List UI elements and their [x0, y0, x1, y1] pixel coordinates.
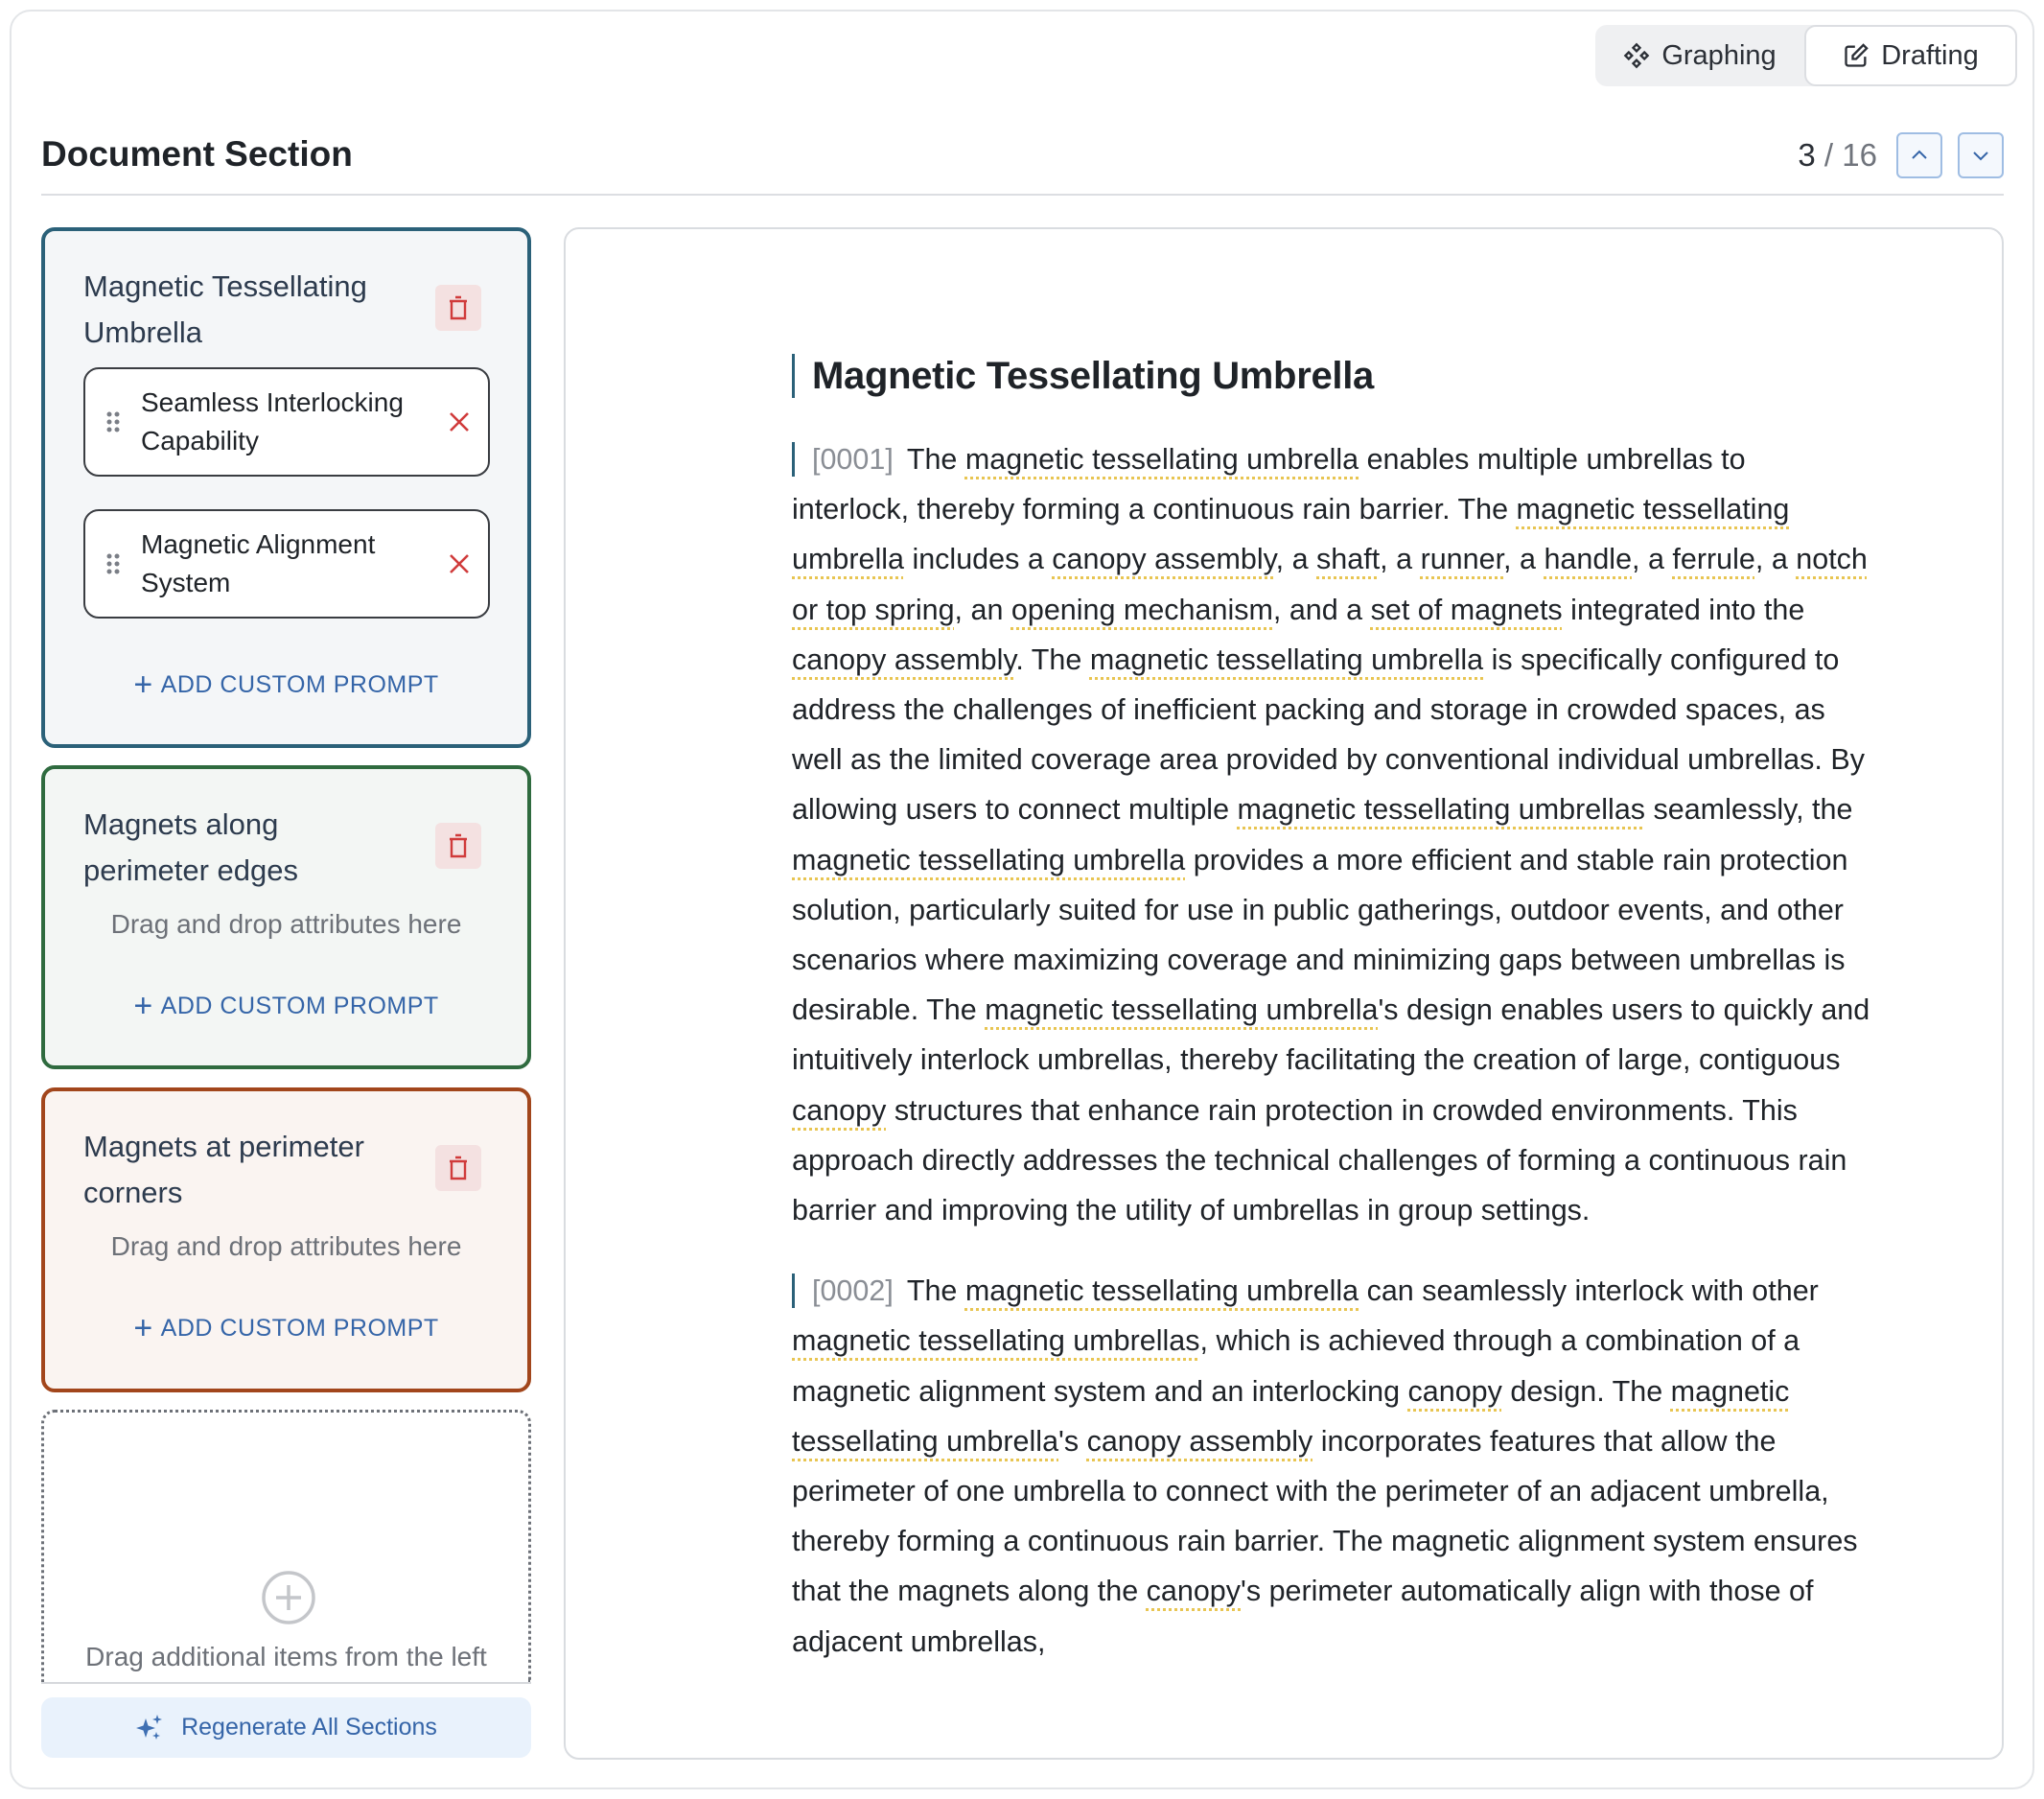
mode-toggle — [1595, 25, 2017, 86]
paragraph-text: incorporates features that allow the perimeter of one umbrella to connect with the perimeter of an adjacent umbrella, thereby forming a continuous rain barrier. The magnetic alignment system ensures that the magnets along the — [792, 1424, 1858, 1608]
total-sections: 16 — [1842, 137, 1877, 173]
document-paragraph — [792, 434, 1870, 1235]
paragraph-number: [0001] — [792, 442, 894, 477]
paragraph-text: , which is achieved through a combination of a magnetic alignment system and an interlocking — [792, 1324, 1800, 1408]
drag-handle-icon[interactable] — [85, 410, 141, 433]
glossary-term[interactable]: magnetic tessellating umbrella — [985, 993, 1379, 1027]
new-section-drop-zone[interactable] — [41, 1410, 531, 1683]
glossary-term[interactable]: runner — [1420, 543, 1504, 576]
glossary-term[interactable]: magnetic tessellating umbrellas — [1237, 793, 1646, 827]
paragraph-text: 's — [1058, 1424, 1087, 1458]
add-custom-prompt-button[interactable] — [45, 666, 527, 704]
close-icon — [449, 411, 470, 432]
section-counter — [1798, 137, 1877, 174]
paragraph-text: design. The — [1501, 1374, 1671, 1408]
plus-icon: + — [133, 1310, 153, 1346]
attribute-label: Magnetic Alignment System — [141, 529, 376, 597]
document-paragraph — [792, 1266, 1870, 1667]
paragraph-text: integrated into the — [1562, 593, 1805, 626]
glossary-term[interactable]: magnetic tessellating umbrella — [964, 443, 1359, 476]
graphing-tab[interactable] — [1595, 25, 1804, 86]
plus-icon: + — [133, 988, 153, 1024]
delete-section-button[interactable] — [435, 823, 481, 869]
paragraph-text: The — [906, 1274, 965, 1308]
paragraph-text: , a — [1503, 543, 1545, 576]
remove-attribute-button[interactable] — [430, 411, 488, 432]
edit-icon — [1843, 42, 1870, 69]
close-icon — [449, 553, 470, 574]
chevron-up-icon — [1908, 144, 1931, 167]
add-custom-prompt-label: ADD CUSTOM PROMPT — [160, 993, 439, 1019]
paragraph-text: The — [906, 443, 965, 476]
drop-zone-text: Drag additional items from the left — [85, 1642, 487, 1671]
add-custom-prompt-label: ADD CUSTOM PROMPT — [160, 1315, 439, 1342]
document-preview[interactable] — [564, 227, 2004, 1760]
plus-icon: + — [133, 666, 153, 703]
delete-section-button[interactable] — [435, 1145, 481, 1191]
paragraph-text: , a — [1632, 543, 1673, 576]
paragraph-text: 's design enables users to quickly and intuitively interlock umbrellas, thereby facilitating the creation of large, contiguous — [792, 993, 1870, 1077]
scroll-divider — [41, 1682, 531, 1684]
paragraph-text: , a — [1275, 543, 1317, 576]
header-divider — [41, 194, 2004, 196]
chevron-down-icon — [1969, 144, 1992, 167]
drop-hint: Drag and drop attributes here — [110, 1231, 462, 1261]
regenerate-all-button[interactable] — [41, 1697, 531, 1758]
trash-icon — [448, 295, 469, 320]
section-card[interactable] — [41, 1087, 531, 1392]
glossary-term[interactable]: canopy assembly — [1086, 1424, 1313, 1458]
graphing-label: Graphing — [1661, 39, 1777, 71]
delete-section-button[interactable] — [435, 285, 481, 331]
section-card-title: Magnets along perimeter edges — [83, 807, 299, 887]
glossary-term[interactable]: canopy — [792, 1093, 887, 1127]
glossary-term[interactable]: magnetic tessellating umbrella — [792, 1374, 1790, 1458]
paragraph-text: structures that enhance rain protection in crowded environments. This approach directly addresses the technical challenges of forming a continuous rain barrier and improving the utility of umbrellas in group settings. — [792, 1093, 1847, 1227]
counter-separator: / — [1815, 137, 1843, 173]
current-section: 3 — [1798, 137, 1816, 173]
glossary-term[interactable]: notch or top spring — [792, 543, 1868, 626]
paragraph-text: is specifically configured to address the challenges of inefficient packing and storage in crowded spaces, as well as the limited coverage area provided by conventional individual umbrellas. By allowing users to connect multiple — [792, 642, 1865, 827]
section-card-title: Magnets at perimeter corners — [83, 1130, 364, 1209]
trash-icon — [448, 833, 469, 858]
remove-attribute-button[interactable] — [430, 553, 488, 574]
attribute-chip[interactable] — [83, 367, 490, 477]
drop-hint: Drag and drop attributes here — [110, 909, 462, 939]
paragraph-text: , and a — [1272, 593, 1371, 626]
drafting-label: Drafting — [1881, 39, 1979, 71]
regenerate-label: Regenerate All Sections — [181, 1714, 437, 1741]
trash-icon — [448, 1156, 469, 1180]
paragraph-text: includes a — [903, 543, 1053, 576]
glossary-term[interactable]: canopy assembly — [792, 642, 1016, 676]
glossary-term[interactable]: magnetic tessellating umbrella — [964, 1274, 1359, 1308]
paragraph-text: can seamlessly interlock with other — [1359, 1274, 1819, 1308]
sparkles-icon — [135, 1714, 164, 1742]
page-title: Document Section — [41, 134, 353, 174]
glossary-term[interactable]: canopy assembly — [1052, 543, 1276, 576]
paragraph-text: 's perimeter automatically align with those of adjacent umbrellas, — [792, 1575, 1814, 1658]
glossary-term[interactable]: set of magnets — [1370, 593, 1563, 626]
add-custom-prompt-button[interactable] — [45, 988, 527, 1025]
glossary-term[interactable]: opening mechanism — [1010, 593, 1273, 626]
section-card[interactable] — [41, 227, 531, 748]
next-section-button[interactable] — [1958, 132, 2004, 178]
glossary-term[interactable]: ferrule — [1672, 543, 1755, 576]
paragraph-text: provides a more efficient and stable rain protection solution, particularly suited for use in public gatherings, outdoor events, and other scenarios where maximizing coverage and minimizing gaps between umbrellas is desirable. The — [792, 843, 1848, 1027]
add-custom-prompt-label: ADD CUSTOM PROMPT — [160, 671, 439, 698]
paragraph-text: seamlessly, the — [1645, 793, 1853, 827]
section-card-title: Magnetic Tessellating Umbrella — [83, 269, 367, 349]
glossary-term[interactable]: magnetic tessellating umbrella — [792, 843, 1186, 876]
add-custom-prompt-button[interactable] — [45, 1310, 527, 1347]
glossary-term[interactable]: canopy — [1146, 1575, 1242, 1608]
glossary-term[interactable]: shaft — [1316, 543, 1381, 576]
glossary-term[interactable]: magnetic tessellating umbrella — [792, 493, 1790, 576]
document-heading: Magnetic Tessellating Umbrella — [792, 354, 1870, 398]
paragraph-number: [0002] — [792, 1273, 894, 1308]
attribute-chip[interactable] — [83, 509, 490, 619]
glossary-term[interactable]: canopy — [1407, 1374, 1502, 1408]
graph-nodes-icon — [1623, 42, 1650, 69]
glossary-term[interactable]: magnetic tessellating umbrellas — [792, 1324, 1200, 1358]
section-card[interactable] — [41, 765, 531, 1069]
glossary-term[interactable]: handle — [1544, 543, 1633, 576]
glossary-term[interactable]: magnetic tessellating umbrella — [1089, 642, 1484, 676]
drafting-tab[interactable] — [1804, 25, 2017, 86]
paragraph-text: , an — [954, 593, 1011, 626]
section-pager — [1798, 132, 2004, 178]
paragraph-text: , a — [1380, 543, 1421, 576]
attribute-label: Seamless Interlocking Capability — [141, 387, 404, 456]
document-content — [792, 354, 1870, 1697]
paragraph-text: , a — [1754, 543, 1797, 576]
drag-handle-icon[interactable] — [85, 552, 141, 575]
paragraph-text: enables multiple umbrellas to interlock, thereby forming a continuous rain barrier. The — [792, 443, 1746, 526]
add-circle-icon — [261, 1570, 316, 1625]
paragraph-text: . The — [1015, 642, 1090, 676]
previous-section-button[interactable] — [1896, 132, 1942, 178]
